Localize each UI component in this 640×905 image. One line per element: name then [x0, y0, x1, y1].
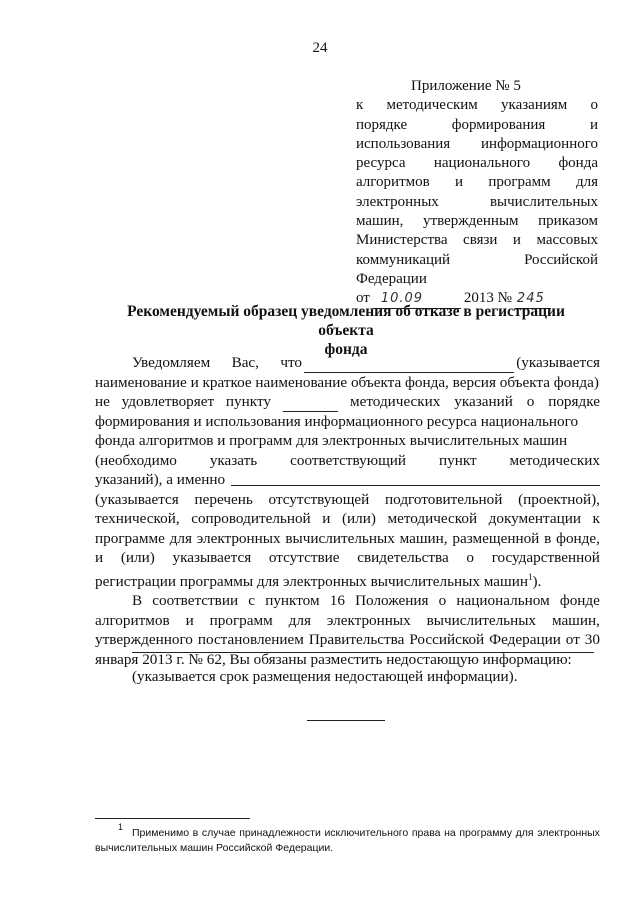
appendix-title: Приложение № 5 — [411, 78, 521, 94]
word: методической — [387, 510, 478, 527]
word: государственной — [491, 549, 600, 566]
word: пунктом — [265, 592, 320, 610]
date-prefix: от — [356, 290, 370, 307]
p1-line-4: формирования и использования информационного ресурса национального — [95, 412, 579, 430]
word: фонде — [559, 592, 600, 610]
p3-text: (указывается срок размещения недостающей информации). — [132, 668, 518, 685]
appendix-word: для — [575, 174, 598, 191]
word: Федерации — [489, 631, 561, 649]
word: и — [185, 611, 194, 629]
appendix-word: и — [512, 232, 521, 249]
appendix-word: вычислительных — [489, 193, 598, 210]
p1-line-10 — [95, 529, 600, 549]
word: методических — [509, 451, 600, 469]
appendix-word: национального — [433, 155, 531, 172]
appendix-word: массовых — [536, 232, 598, 249]
word: свидетельства — [357, 549, 449, 566]
word: к — [592, 510, 600, 527]
word: электронных — [196, 529, 281, 547]
word: удовлетворяет — [121, 393, 215, 410]
appendix-word: формирования — [451, 116, 546, 133]
word: от — [565, 631, 580, 649]
word: (или) — [120, 549, 155, 566]
appendix-word: методическим — [386, 97, 478, 114]
word: отсутствие — [268, 549, 340, 566]
heading-line-2: фонда — [324, 341, 368, 358]
word: порядке — [548, 393, 600, 410]
point-blank — [283, 392, 338, 412]
footnote-word: принадлежности — [239, 827, 321, 839]
word: соответствии — [152, 592, 239, 610]
word: Российской — [409, 631, 485, 649]
word: пункту — [225, 393, 271, 410]
p1-line-5: фонда алгоритмов и программ для электронных вычислительных машин — [95, 432, 568, 449]
word: утвержденного — [95, 631, 193, 649]
footnote-word: случае — [201, 827, 236, 839]
word: программе — [95, 529, 165, 547]
word: Положения — [355, 592, 429, 610]
word: пункт — [438, 451, 477, 469]
word: вычислительных — [426, 611, 537, 629]
word: с — [248, 592, 256, 610]
word: указаний — [454, 393, 513, 410]
word: алгоритмов — [95, 611, 170, 629]
document-heading — [98, 302, 594, 359]
word: в — [544, 529, 552, 547]
word: указывается — [172, 549, 252, 566]
footnote-word: электронных — [537, 827, 600, 839]
word: машин, — [399, 529, 448, 547]
p1-line-11 — [95, 548, 600, 568]
word: отсутствующей — [268, 490, 370, 508]
word: (необходимо — [95, 451, 177, 469]
appendix-word: информационного — [481, 135, 598, 152]
appendix-line — [356, 212, 598, 231]
word: машин, — [551, 611, 600, 629]
body-text — [95, 353, 600, 669]
appendix-word: коммуникаций — [356, 251, 451, 268]
info-blank-line — [132, 652, 594, 653]
word: о — [526, 393, 535, 410]
handwritten-date: 10.09 — [380, 291, 424, 307]
word: 30 — [584, 631, 600, 649]
p2-line-2 — [95, 611, 600, 631]
word: для — [288, 611, 311, 629]
word: вычислительных — [285, 529, 395, 547]
word: национальном — [456, 592, 550, 610]
footnote-word: в — [192, 827, 199, 839]
footnote-mark: 1 — [118, 822, 124, 832]
word: технической, — [95, 510, 180, 527]
namely-blank — [231, 470, 600, 486]
appendix-line — [356, 231, 598, 250]
word: методических — [350, 393, 441, 410]
appendix-line — [356, 251, 598, 270]
appendix-word: и — [455, 174, 464, 191]
appendix-last-line: Федерации — [356, 270, 427, 287]
word: указать — [209, 451, 258, 469]
footnote-line-2: вычислительных машин Российской Федерации. — [95, 842, 334, 854]
word: В — [132, 592, 143, 610]
appendix-word: программ — [488, 174, 551, 191]
word: Правительства — [308, 631, 405, 649]
word: постановлением — [197, 631, 304, 649]
word: и — [322, 510, 331, 527]
p2-line-1 — [95, 591, 600, 611]
footnote-separator — [95, 818, 250, 819]
p1-line-7 — [95, 470, 600, 490]
appendix-lines — [356, 96, 598, 270]
p1-line-6 — [95, 451, 600, 471]
footnote-line-1 — [95, 826, 600, 841]
word: 16 — [329, 592, 345, 610]
word: и — [95, 549, 104, 566]
p1-line-12 — [95, 568, 600, 592]
appendix-word: о — [590, 97, 598, 114]
footnote-word: исключительного — [324, 827, 409, 839]
word: подготовительной — [385, 490, 503, 508]
footnote-word: программу — [459, 827, 513, 839]
appendix-word: порядке — [356, 116, 408, 133]
appendix-line — [356, 193, 598, 212]
footnote-word: для — [515, 827, 534, 839]
word: документации — [488, 510, 581, 527]
word: для — [169, 529, 192, 547]
word: (проектной), — [518, 490, 600, 508]
appendix-line — [356, 96, 598, 115]
p1-line-2: наименование и краткое наименование объекта фонда, версия объекта фонда) — [95, 373, 599, 391]
word: (или) — [341, 510, 376, 527]
word: программ — [209, 611, 273, 629]
page-number: 24 — [312, 40, 328, 56]
p2-line-3 — [95, 630, 600, 650]
footnote-ref: 1 — [527, 571, 533, 582]
word: соответствующий — [290, 451, 407, 469]
appendix-word: указаниям — [501, 97, 568, 114]
word: размещенной — [452, 529, 540, 547]
p1-line-1-tail: (указывается — [516, 354, 600, 371]
word: о — [438, 592, 447, 610]
p1-line-7-text: указаний), а именно — [95, 471, 226, 488]
appendix-word: и — [589, 116, 598, 133]
word: сопроводительной — [191, 510, 311, 527]
word: не — [95, 393, 110, 410]
appendix-word: алгоритмов — [356, 174, 430, 191]
word: Вас, — [231, 354, 259, 371]
appendix-word: электронных — [356, 193, 439, 210]
p1-line-1 — [95, 353, 600, 373]
appendix-word: к — [356, 97, 364, 114]
footnote-word: права — [411, 827, 441, 839]
appendix-word: связи — [463, 232, 498, 249]
word: фонде, — [556, 529, 600, 547]
word: Уведомляем — [132, 354, 211, 371]
appendix-word: утвержденным — [423, 213, 519, 230]
p1-line-12-end: ). — [532, 572, 542, 590]
object-name-blank — [304, 353, 514, 373]
footnote-word: на — [444, 827, 456, 839]
appendix-word: ресурса — [356, 155, 406, 172]
appendix-word: использования — [356, 135, 451, 152]
word: (указывается — [95, 490, 179, 508]
p2-line-4: января 2013 г. № 62, Вы обязаны разместить недостающую информацию: — [95, 650, 572, 668]
p1-line-9 — [95, 509, 600, 529]
appendix-word: машин, — [356, 213, 404, 230]
appendix-block — [356, 77, 598, 309]
heading-line-1: Рекомендуемый образец уведомления об отказе в регистрации объекта — [127, 303, 565, 339]
p1-line-12-text: регистрации программы для электронных вычислительных машин — [95, 572, 528, 590]
word: электронных — [326, 611, 411, 629]
p1-line-3 — [95, 392, 600, 412]
appendix-word: фонда — [558, 155, 598, 172]
word: перечень — [194, 490, 253, 508]
footnote — [95, 826, 600, 856]
appendix-word: Министерства — [356, 232, 448, 249]
word: о — [466, 549, 474, 566]
appendix-word: Российской — [524, 251, 598, 268]
appendix-line — [356, 154, 598, 173]
appendix-word: приказом — [538, 213, 598, 230]
word: что — [280, 354, 302, 371]
appendix-line — [356, 116, 598, 135]
year-text: 2013 № — [463, 290, 512, 307]
end-divider — [307, 720, 385, 721]
footnote-word: Применимо — [132, 827, 190, 839]
handwritten-number: 245 — [516, 291, 545, 307]
p1-line-8 — [95, 490, 600, 510]
appendix-line — [356, 173, 598, 192]
appendix-line — [356, 135, 598, 154]
